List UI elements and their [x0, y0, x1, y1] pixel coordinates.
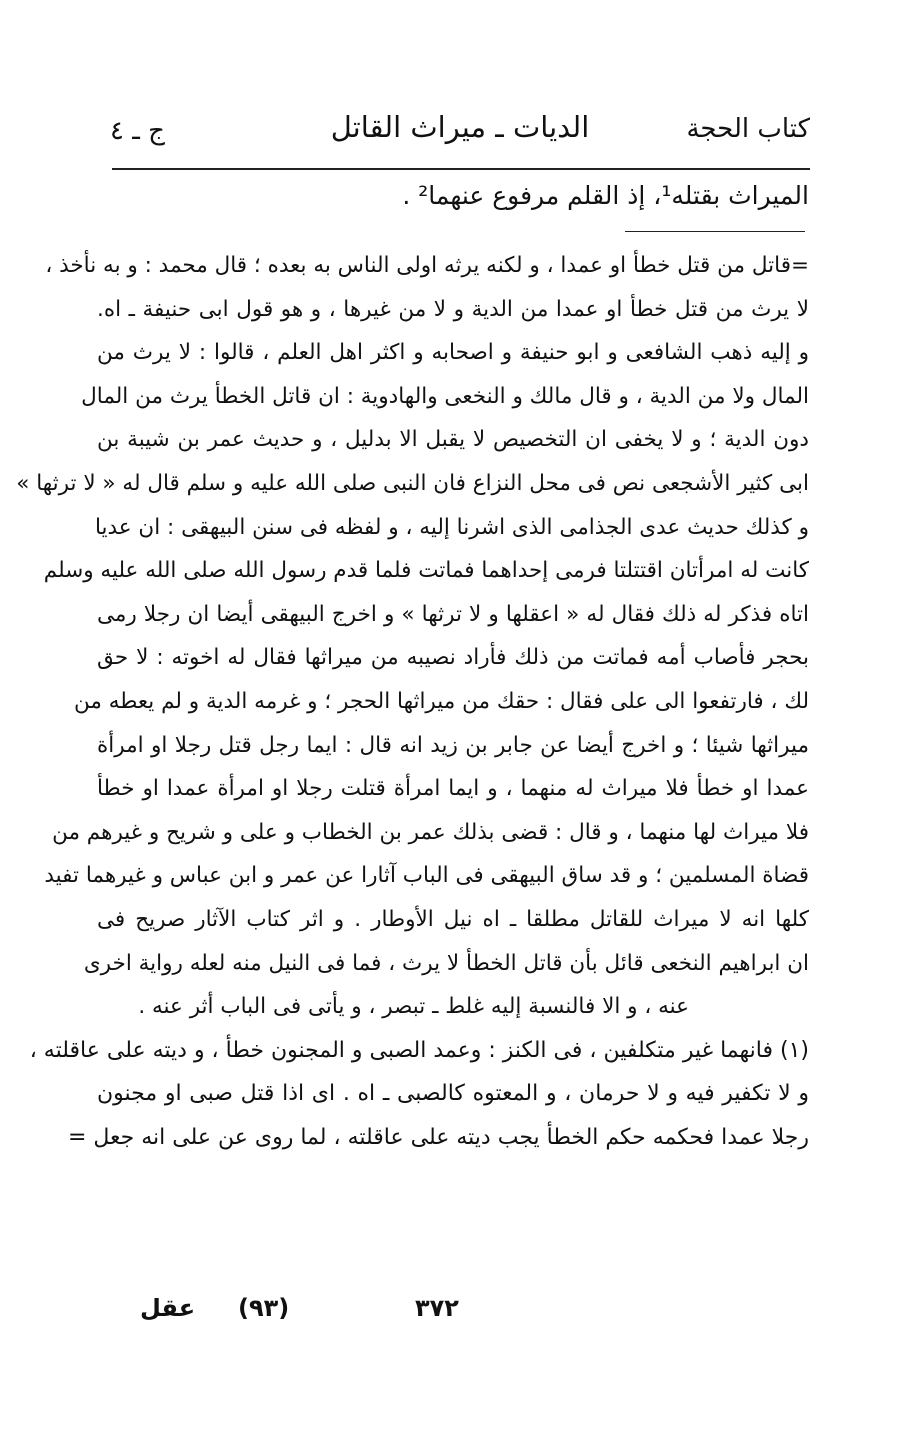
- main-text-line: الميراث بقتله¹، إذ القلم مرفوع عنهما² .: [402, 181, 809, 210]
- header-rule: [112, 168, 810, 170]
- footnote-line: لا يرث من قتل خطأ او عمدا من الدية و لا من غيرها ، و هو قول ابى حنيفة ـ اه.: [97, 296, 809, 322]
- footnote-line: دون الدية ؛ و لا يخفى ان التخصيص لا يقبل الا بدليل ، و حديث عمر بن شيبة بن: [97, 427, 809, 453]
- running-head-section-title: الديات ـ ميراث القاتل: [330, 110, 590, 144]
- footnote-line: لك ، فارتفعوا الى على فقال : حقك من ميراثها الحجر ؛ و غرمه الدية و لم يعطه من: [74, 688, 809, 714]
- footnote-separator: [625, 231, 805, 232]
- footnote-line: اتاه فذكر له ذلك فقال له « اعقلها و لا ترثها » و اخرج البيهقى أيضا ان رجلا رمى: [97, 601, 809, 627]
- page-foot: [140, 1294, 800, 1334]
- footnote-line: قضاة المسلمين ؛ و قد ساق البيهقى فى الباب آثارا عن عمر و ابن عباس و غيرهما تفيد: [44, 863, 809, 889]
- footnote-1-line: (١) فانهما غير متكلفين ، فى الكنز : وعمد الصبى و المجنون خطأ ، و ديته على عاقلته ،: [29, 1037, 809, 1063]
- footnote-line: كلها انه لا ميراث للقاتل مطلقا ـ اه نيل الأوطار . و اثر كتاب الآثار صريح فى: [97, 906, 809, 932]
- footnote-line: فلا ميراث لها منهما ، و قال : قضى بذلك عمر بن الخطاب و على و شريح و غيرهم من: [52, 819, 809, 845]
- footnote-line: المال ولا من الدية ، و قال مالك و النخعى والهادوية : ان قاتل الخطأ يرث من المال: [81, 383, 809, 409]
- footnote-1-line: رجلا عمدا فحكمه حكم الخطأ يجب ديته على عاقلته ، لما روى عن على انه جعل =: [67, 1124, 809, 1150]
- footnote-line: ان ابراهيم النخعى قائل بأن قاتل الخطأ لا يرث ، فما فى النيل منه لعله رواية اخرى: [83, 950, 809, 976]
- footnote-1-line: و لا تكفير فيه و لا حرمان ، و المعتوه كالصبى ـ اه . اى اذا قتل صبى او مجنون: [97, 1081, 809, 1107]
- footnote-line: ابى كثير الأشجعى نص فى محل النزاع فان النبى صلى الله عليه و سلم قال له « لا ترثها »: [16, 470, 809, 496]
- sheet-number: (٩٣): [238, 1294, 290, 1322]
- footnote-line: عمدا او خطأ فلا ميراث له منهما ، و ايما امرأة قتلت رجلا او امرأة عمدا او خطأ: [97, 776, 809, 802]
- running-head-volume: ج ـ ٤: [110, 116, 165, 146]
- running-head-book-title: كتاب الحجة: [686, 114, 810, 144]
- running-head: [110, 108, 810, 158]
- footnote-line: بحجر فأصاب أمه فماتت من ذلك فأراد نصيبه من ميراثها فقال له اخوته : لا حق: [97, 645, 809, 671]
- catchword: عقل: [140, 1294, 196, 1322]
- footnote-line: عنه ، و الا فالنسبة إليه غلط ـ تبصر ، و يأتى فى الباب أثر عنه .: [138, 994, 689, 1020]
- footnote-line: كانت له امرأتان اقتتلتا فرمى إحداهما فماتت فلما قدم رسول الله صلى الله عليه وسلم: [43, 558, 809, 584]
- footnote-line: ميراثها شيئا ؛ و اخرج أيضا عن جابر بن زيد انه قال : ايما رجل قتل رجلا او امرأة: [97, 732, 809, 758]
- footnote-line: =قاتل من قتل خطأ او عمدا ، و لكنه يرثه اولى الناس به بعده ؛ قال محمد : و به نأخذ ،: [45, 253, 809, 278]
- page-number: ٣٧٢: [415, 1294, 459, 1322]
- footnote-line: و إليه ذهب الشافعى و ابو حنيفة و اصحابه و اكثر اهل العلم ، قالوا : لا يرث من: [97, 340, 809, 366]
- footnotes: [16, 244, 809, 1159]
- footnote-line: و كذلك حديث عدى الجذامى الذى اشرنا إليه ، و لفظه فى سنن البيهقى : ان عديا: [94, 514, 809, 540]
